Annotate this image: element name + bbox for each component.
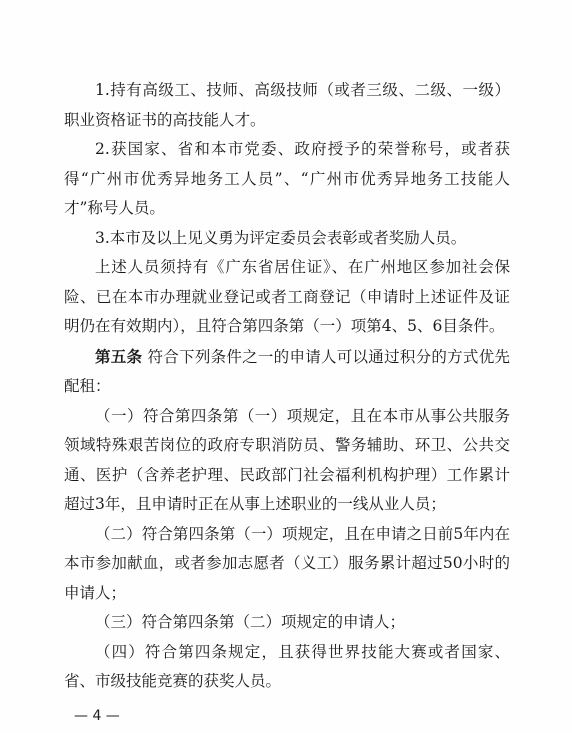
- article-5-item-2: （二）符合第四条第（一）项规定，且在申请之日前5年内在本市参加献血，或者参加志愿者（义工）服务累计超过50小时的申请人；: [64, 524, 510, 602]
- paragraph-4: 上述人员须持有《广东省居住证》、在广州地区参加社会保险、已在本市办理就业登记或者工商登记（申请时上述证件及证明仍在有效期内），且符合第四条第（一）项第4、5、6目条件。: [64, 258, 510, 335]
- article-5-item-1: （一）符合第四条第（一）项规定，且在本市从事公共服务领域特殊艰苦岗位的政府专职消防员、警务辅助、环卫、公共交通、医护（含养老护理、民政部门社会福利机构护理）工作累计超过3年，且申请时正在从事上述职业的一线从业人员；: [64, 406, 510, 513]
- article-5-heading: 第五条: [95, 346, 143, 366]
- paragraph-3: 3.本市及以上见义勇为评定委员会表彰或者奖励人员。: [95, 228, 467, 247]
- paragraph-1: 1.持有高级工、技师、高级技师（或者三级、二级、一级）职业资格证书的高技能人才。: [64, 81, 510, 129]
- page-number: — 4 —: [74, 708, 120, 724]
- document-body: [64, 76, 510, 697]
- article-5-item-3: （三）符合第四条第（二）项规定的申请人；: [95, 613, 406, 631]
- article-5-item-4: （四）符合第四条规定，且获得世界技能大赛或者国家、省、市级技能竞赛的获奖人员。: [64, 642, 510, 690]
- article-5-text: 符合下列条件之一的申请人可以通过积分的方式优先配租：: [64, 347, 510, 395]
- article-5-paragraph: [64, 342, 510, 402]
- paragraph-2: 2.获国家、省和本市党委、政府授予的荣誉称号，或者获得“广州市优秀异地务工人员”、“广州市优秀异地务工技能人才”称号人员。: [64, 140, 510, 217]
